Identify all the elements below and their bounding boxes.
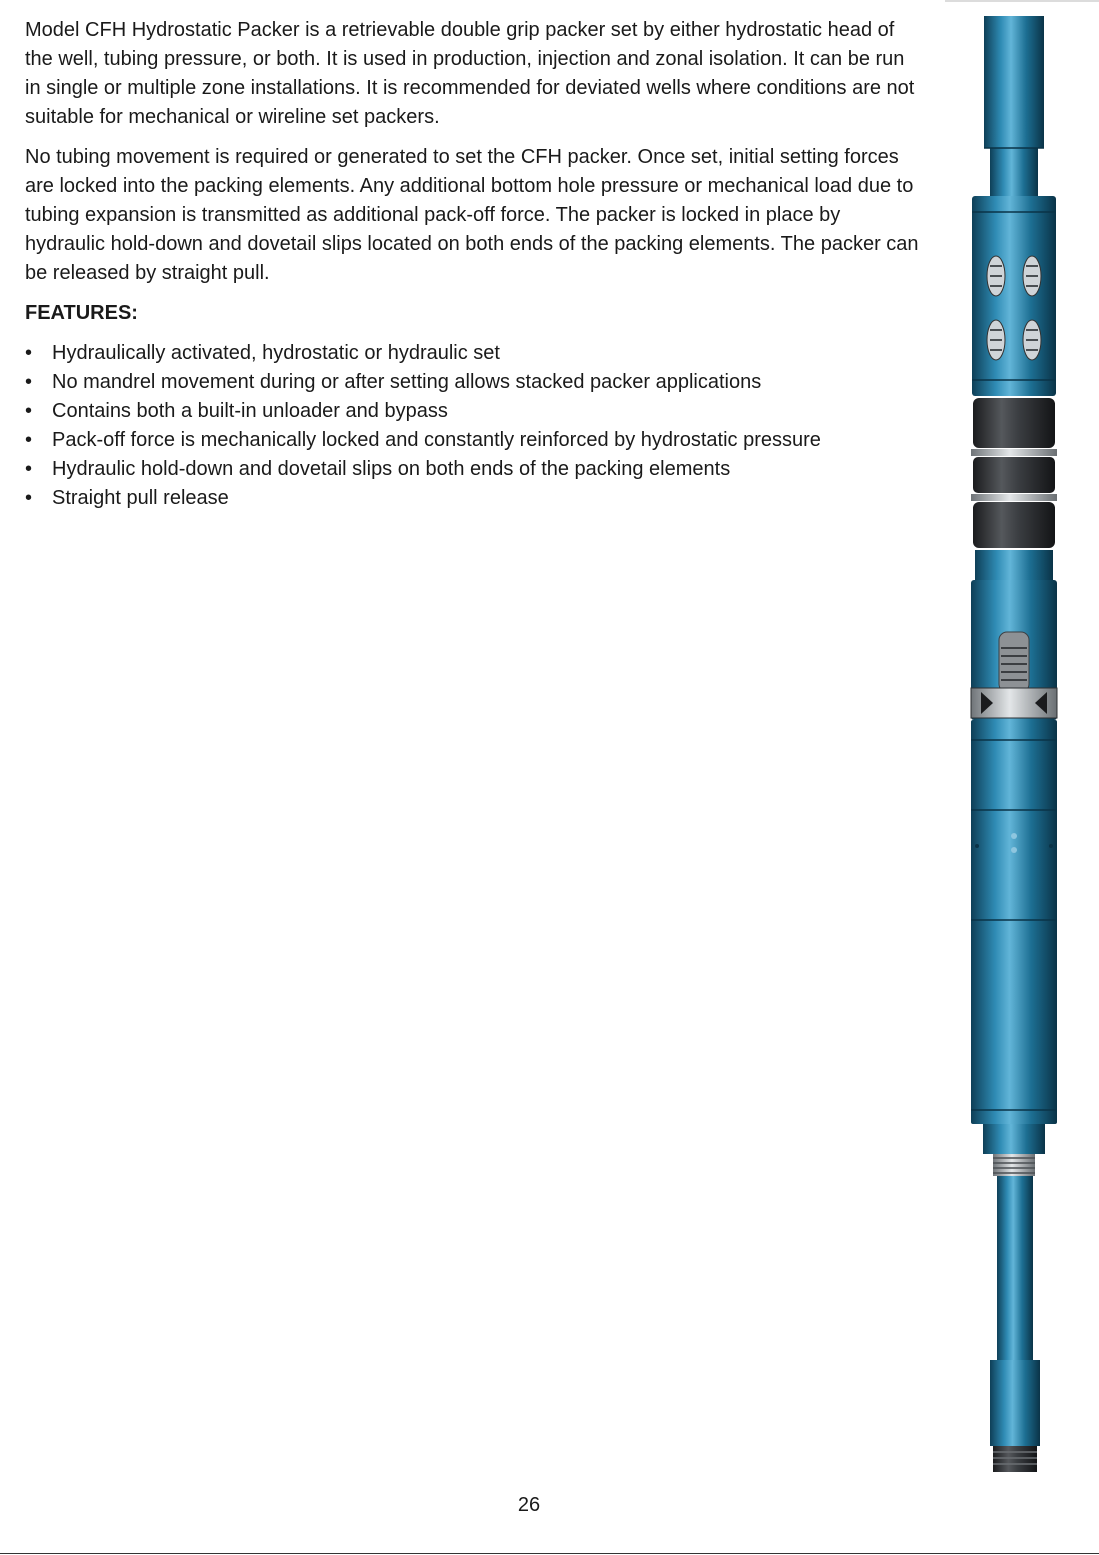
- bullet-icon: •: [25, 400, 33, 422]
- bottom-box: [990, 1360, 1040, 1446]
- bullet-icon: •: [25, 487, 33, 509]
- feature-item: • Straight pull release: [25, 484, 925, 513]
- feature-item: • Hydraulically activated, hydrostatic or hydraulic set: [25, 339, 925, 368]
- bullet-icon: •: [25, 458, 33, 480]
- setting-paragraph: No tubing movement is required or generated to set the CFH packer. Once set, initial setting forces are locked into the packing elements. Any additional bottom hole pressure or mechanical load due to tubing expansion is transmitted as additional pack-off force. The packer is locked in place by hydraulic hold-down and dovetail slips located on both ends of the packing elements. The packer can be released by straight pull.: [25, 146, 919, 284]
- spacer-ring: [971, 449, 1057, 456]
- features-heading: FEATURES:: [25, 302, 138, 324]
- bullet-icon: •: [25, 429, 33, 451]
- piston-cutaway: [999, 632, 1029, 692]
- pin-thread: [993, 1446, 1037, 1472]
- intro-paragraph: Model CFH Hydrostatic Packer is a retrievable double grip packer set by either hydrostatic head of the well, tubing pressure, or both. It is used in production, injection and zonal isolation. It can be run in single or multiple zone installations. It is recommended for deviated wells where conditions are not suitable for mechanical or wireline set packers.: [25, 19, 915, 128]
- page-number: 26: [517, 1494, 541, 1516]
- bullet-icon: •: [25, 342, 33, 364]
- upper-slip-housing: [972, 196, 1056, 396]
- packing-element-middle: [973, 457, 1055, 493]
- feature-item: • No mandrel movement during or after setting allows stacked packer applications: [25, 368, 925, 397]
- text-column: [25, 16, 925, 513]
- footer-rule: [0, 1553, 1099, 1554]
- packer-illustration: [955, 0, 1099, 1480]
- features-list: [25, 339, 925, 513]
- feature-item: • Hydraulic hold-down and dovetail slips on both ends of the packing elements: [25, 455, 925, 484]
- cylinder-body: [971, 720, 1057, 1124]
- lower-cone: [975, 550, 1053, 580]
- packing-element-lower: [973, 502, 1055, 548]
- spacer-ring: [971, 494, 1057, 501]
- bottom-collar: [983, 1124, 1045, 1154]
- upper-neck: [990, 148, 1038, 196]
- top-sub: [984, 16, 1044, 148]
- feature-item: • Contains both a built-in unloader and bypass: [25, 397, 925, 426]
- feature-item: • Pack-off force is mechanically locked and constantly reinforced by hydrostatic pressure: [25, 426, 925, 455]
- packing-element-upper: [973, 398, 1055, 448]
- bullet-icon: •: [25, 371, 33, 393]
- bottom-sub: [997, 1176, 1033, 1360]
